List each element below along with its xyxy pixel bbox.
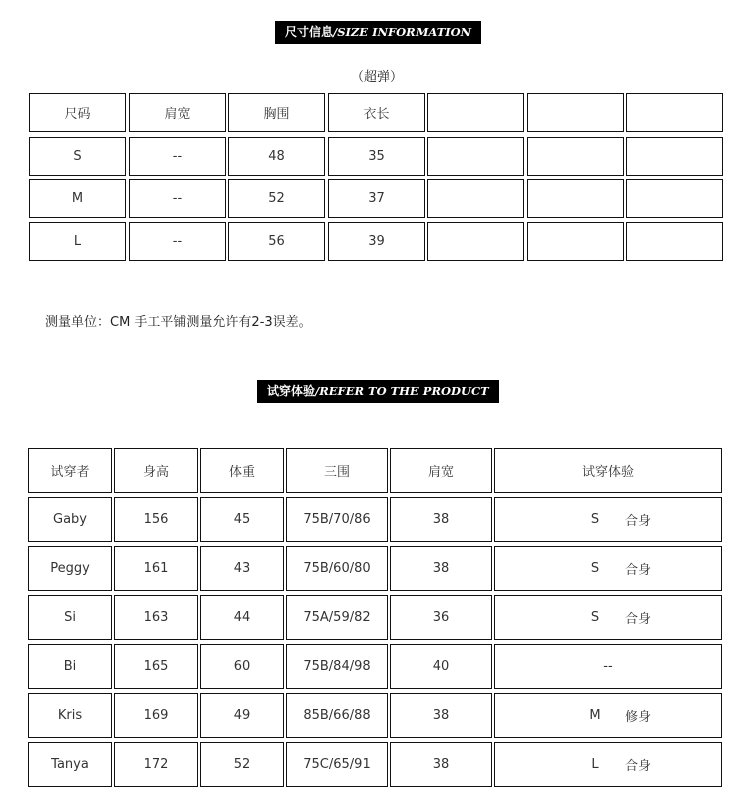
tried-size: M — [589, 708, 601, 723]
size-cell: -- — [129, 222, 226, 261]
size-header-cell: 衣长 — [328, 93, 425, 132]
try-cell-experience — [494, 497, 722, 542]
size-cell: M — [29, 179, 126, 218]
size-header-cell: 胸围 — [228, 93, 325, 132]
try-cell-height: 161 — [114, 546, 198, 591]
size-cell — [427, 222, 524, 261]
try-cell-experience — [494, 546, 722, 591]
try-cell-measurements: 85B/66/88 — [286, 693, 388, 738]
size-cell — [626, 222, 723, 261]
try-header-cell: 试穿体验 — [494, 448, 722, 493]
try-cell-measurements: 75B/70/86 — [286, 497, 388, 542]
try-cell-measurements: 75A/59/82 — [286, 595, 388, 640]
size-info-title-cn: 尺寸信息 — [285, 25, 334, 39]
try-cell-shoulder: 40 — [390, 644, 492, 689]
size-cell — [427, 179, 524, 218]
try-on-title-en: /REFER TO THE PRODUCT — [315, 384, 489, 398]
try-on-title-cn: 试穿体验 — [267, 384, 316, 398]
size-header-cell: 尺码 — [29, 93, 126, 132]
try-cell-name: Si — [28, 595, 112, 640]
try-cell-shoulder: 36 — [390, 595, 492, 640]
tried-size: -- — [603, 659, 613, 674]
try-cell-weight: 52 — [200, 742, 284, 787]
size-cell: -- — [129, 179, 226, 218]
size-header-cell — [626, 93, 723, 132]
try-cell-experience — [494, 644, 722, 689]
size-cell: 52 — [228, 179, 325, 218]
size-cell — [626, 137, 723, 176]
try-cell-shoulder: 38 — [390, 546, 492, 591]
fit-result: 合身 — [624, 612, 651, 627]
size-header-cell: 肩宽 — [129, 93, 226, 132]
size-cell: 48 — [228, 137, 325, 176]
size-cell: 56 — [228, 222, 325, 261]
size-header-cell — [527, 93, 624, 132]
try-cell-experience — [494, 742, 722, 787]
try-cell-shoulder: 38 — [390, 742, 492, 787]
measurement-unit-note: 测量单位：CM 手工平铺测量允许有2-3误差。 — [45, 315, 312, 330]
try-cell-shoulder: 38 — [390, 693, 492, 738]
size-cell — [527, 179, 624, 218]
try-cell-name: Bi — [28, 644, 112, 689]
try-cell-shoulder: 38 — [390, 497, 492, 542]
size-cell — [527, 222, 624, 261]
try-cell-name: Gaby — [28, 497, 112, 542]
try-cell-experience — [494, 595, 722, 640]
size-cell — [427, 137, 524, 176]
size-cell: L — [29, 222, 126, 261]
tried-size: S — [590, 512, 600, 527]
try-cell-height: 165 — [114, 644, 198, 689]
size-cell: 35 — [328, 137, 425, 176]
size-info-banner — [275, 21, 481, 44]
try-cell-weight: 44 — [200, 595, 284, 640]
tried-size: S — [590, 610, 600, 625]
tried-size: L — [591, 757, 599, 772]
try-cell-height: 169 — [114, 693, 198, 738]
fit-result: 合身 — [624, 563, 651, 578]
try-header-cell: 体重 — [200, 448, 284, 493]
fit-result: 合身 — [624, 514, 651, 529]
size-info-title-en: /SIZE INFORMATION — [333, 25, 472, 39]
size-cell: 37 — [328, 179, 425, 218]
try-cell-height: 163 — [114, 595, 198, 640]
try-header-cell: 三围 — [286, 448, 388, 493]
size-header-cell — [427, 93, 524, 132]
try-header-cell: 肩宽 — [390, 448, 492, 493]
try-cell-height: 172 — [114, 742, 198, 787]
try-cell-weight: 45 — [200, 497, 284, 542]
try-header-cell: 身高 — [114, 448, 198, 493]
try-cell-experience — [494, 693, 722, 738]
try-header-cell: 试穿者 — [28, 448, 112, 493]
try-on-banner — [257, 380, 499, 403]
try-cell-name: Kris — [28, 693, 112, 738]
fit-result: 合身 — [624, 759, 651, 774]
try-cell-height: 156 — [114, 497, 198, 542]
fit-result: 修身 — [624, 710, 651, 725]
size-cell: S — [29, 137, 126, 176]
tried-size: S — [590, 561, 600, 576]
try-cell-measurements: 75B/84/98 — [286, 644, 388, 689]
elastic-note: （超弹） — [351, 70, 404, 85]
try-cell-weight: 60 — [200, 644, 284, 689]
size-cell — [626, 179, 723, 218]
try-cell-measurements: 75C/65/91 — [286, 742, 388, 787]
try-cell-weight: 49 — [200, 693, 284, 738]
try-cell-name: Peggy — [28, 546, 112, 591]
try-cell-measurements: 75B/60/80 — [286, 546, 388, 591]
size-cell: -- — [129, 137, 226, 176]
size-cell: 39 — [328, 222, 425, 261]
try-cell-weight: 43 — [200, 546, 284, 591]
try-cell-name: Tanya — [28, 742, 112, 787]
size-cell — [527, 137, 624, 176]
